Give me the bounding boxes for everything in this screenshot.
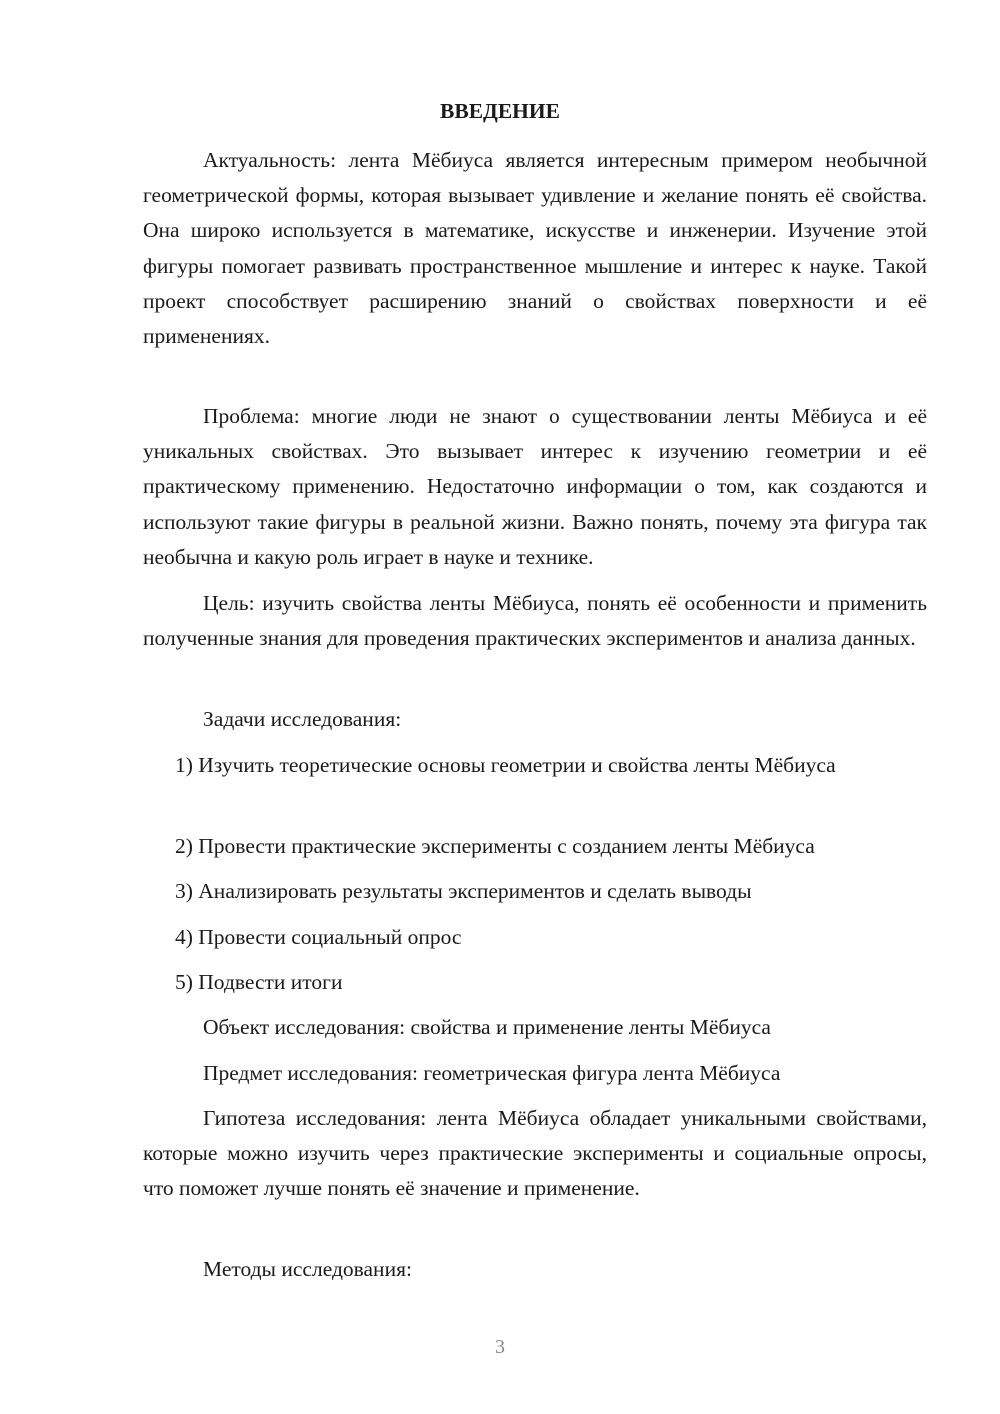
goal-paragraph: Цель: изучить свойства ленты Мёбиуса, понять её особенности и применить полученные знания для проведения практических экспериментов и анализа данных.	[143, 591, 927, 651]
research-subject: Предмет исследования: геометрическая фигура лента Мёбиуса	[203, 1061, 781, 1085]
methods-heading: Методы исследования:	[203, 1257, 412, 1281]
problem-paragraph: Проблема: многие люди не знают о существовании ленты Мёбиуса и её уникальных свойствах. Это вызывает интерес к изучению геометрии и её практическому применению. Недостаточно информации о том, как создаются и используют такие фигуры в реальной жизни. Важно понять, почему эта фигура так необычна и какую роль играет в науке и технике.	[143, 404, 927, 569]
task-item-4: 4) Провести социальный опрос	[175, 925, 462, 949]
tasks-heading: Задачи исследования:	[203, 707, 402, 731]
page-number: 3	[495, 1336, 505, 1358]
task-item-1: 1) Изучить теоретические основы геометрии и свойства ленты Мёбиуса	[175, 753, 836, 777]
task-item-3: 3) Анализировать результаты экспериментов и сделать выводы	[175, 879, 752, 903]
page-title: ВВЕДЕНИЕ	[440, 99, 560, 123]
research-object: Объект исследования: свойства и применение ленты Мёбиуса	[203, 1015, 771, 1039]
hypothesis-paragraph: Гипотеза исследования: лента Мёбиуса обладает уникальными свойствами, которые можно изучить через практические эксперименты и социальные опросы, что поможет лучше понять её значение и применение.	[143, 1106, 927, 1201]
task-item-5: 5) Подвести итоги	[175, 970, 343, 994]
relevance-paragraph: Актуальность: лента Мёбиуса является интересным примером необычной геометрической формы, которая вызывает удивление и желание понять её свойства. Она широко используется в математике, искусстве и инженерии. Изучение этой фигуры помогает развивать пространственное мышление и интерес к науке. Такой проект способствует расширению знаний о свойствах поверхности и её применениях.	[143, 148, 927, 349]
task-item-2: 2) Провести практические эксперименты с созданием ленты Мёбиуса	[175, 834, 815, 858]
